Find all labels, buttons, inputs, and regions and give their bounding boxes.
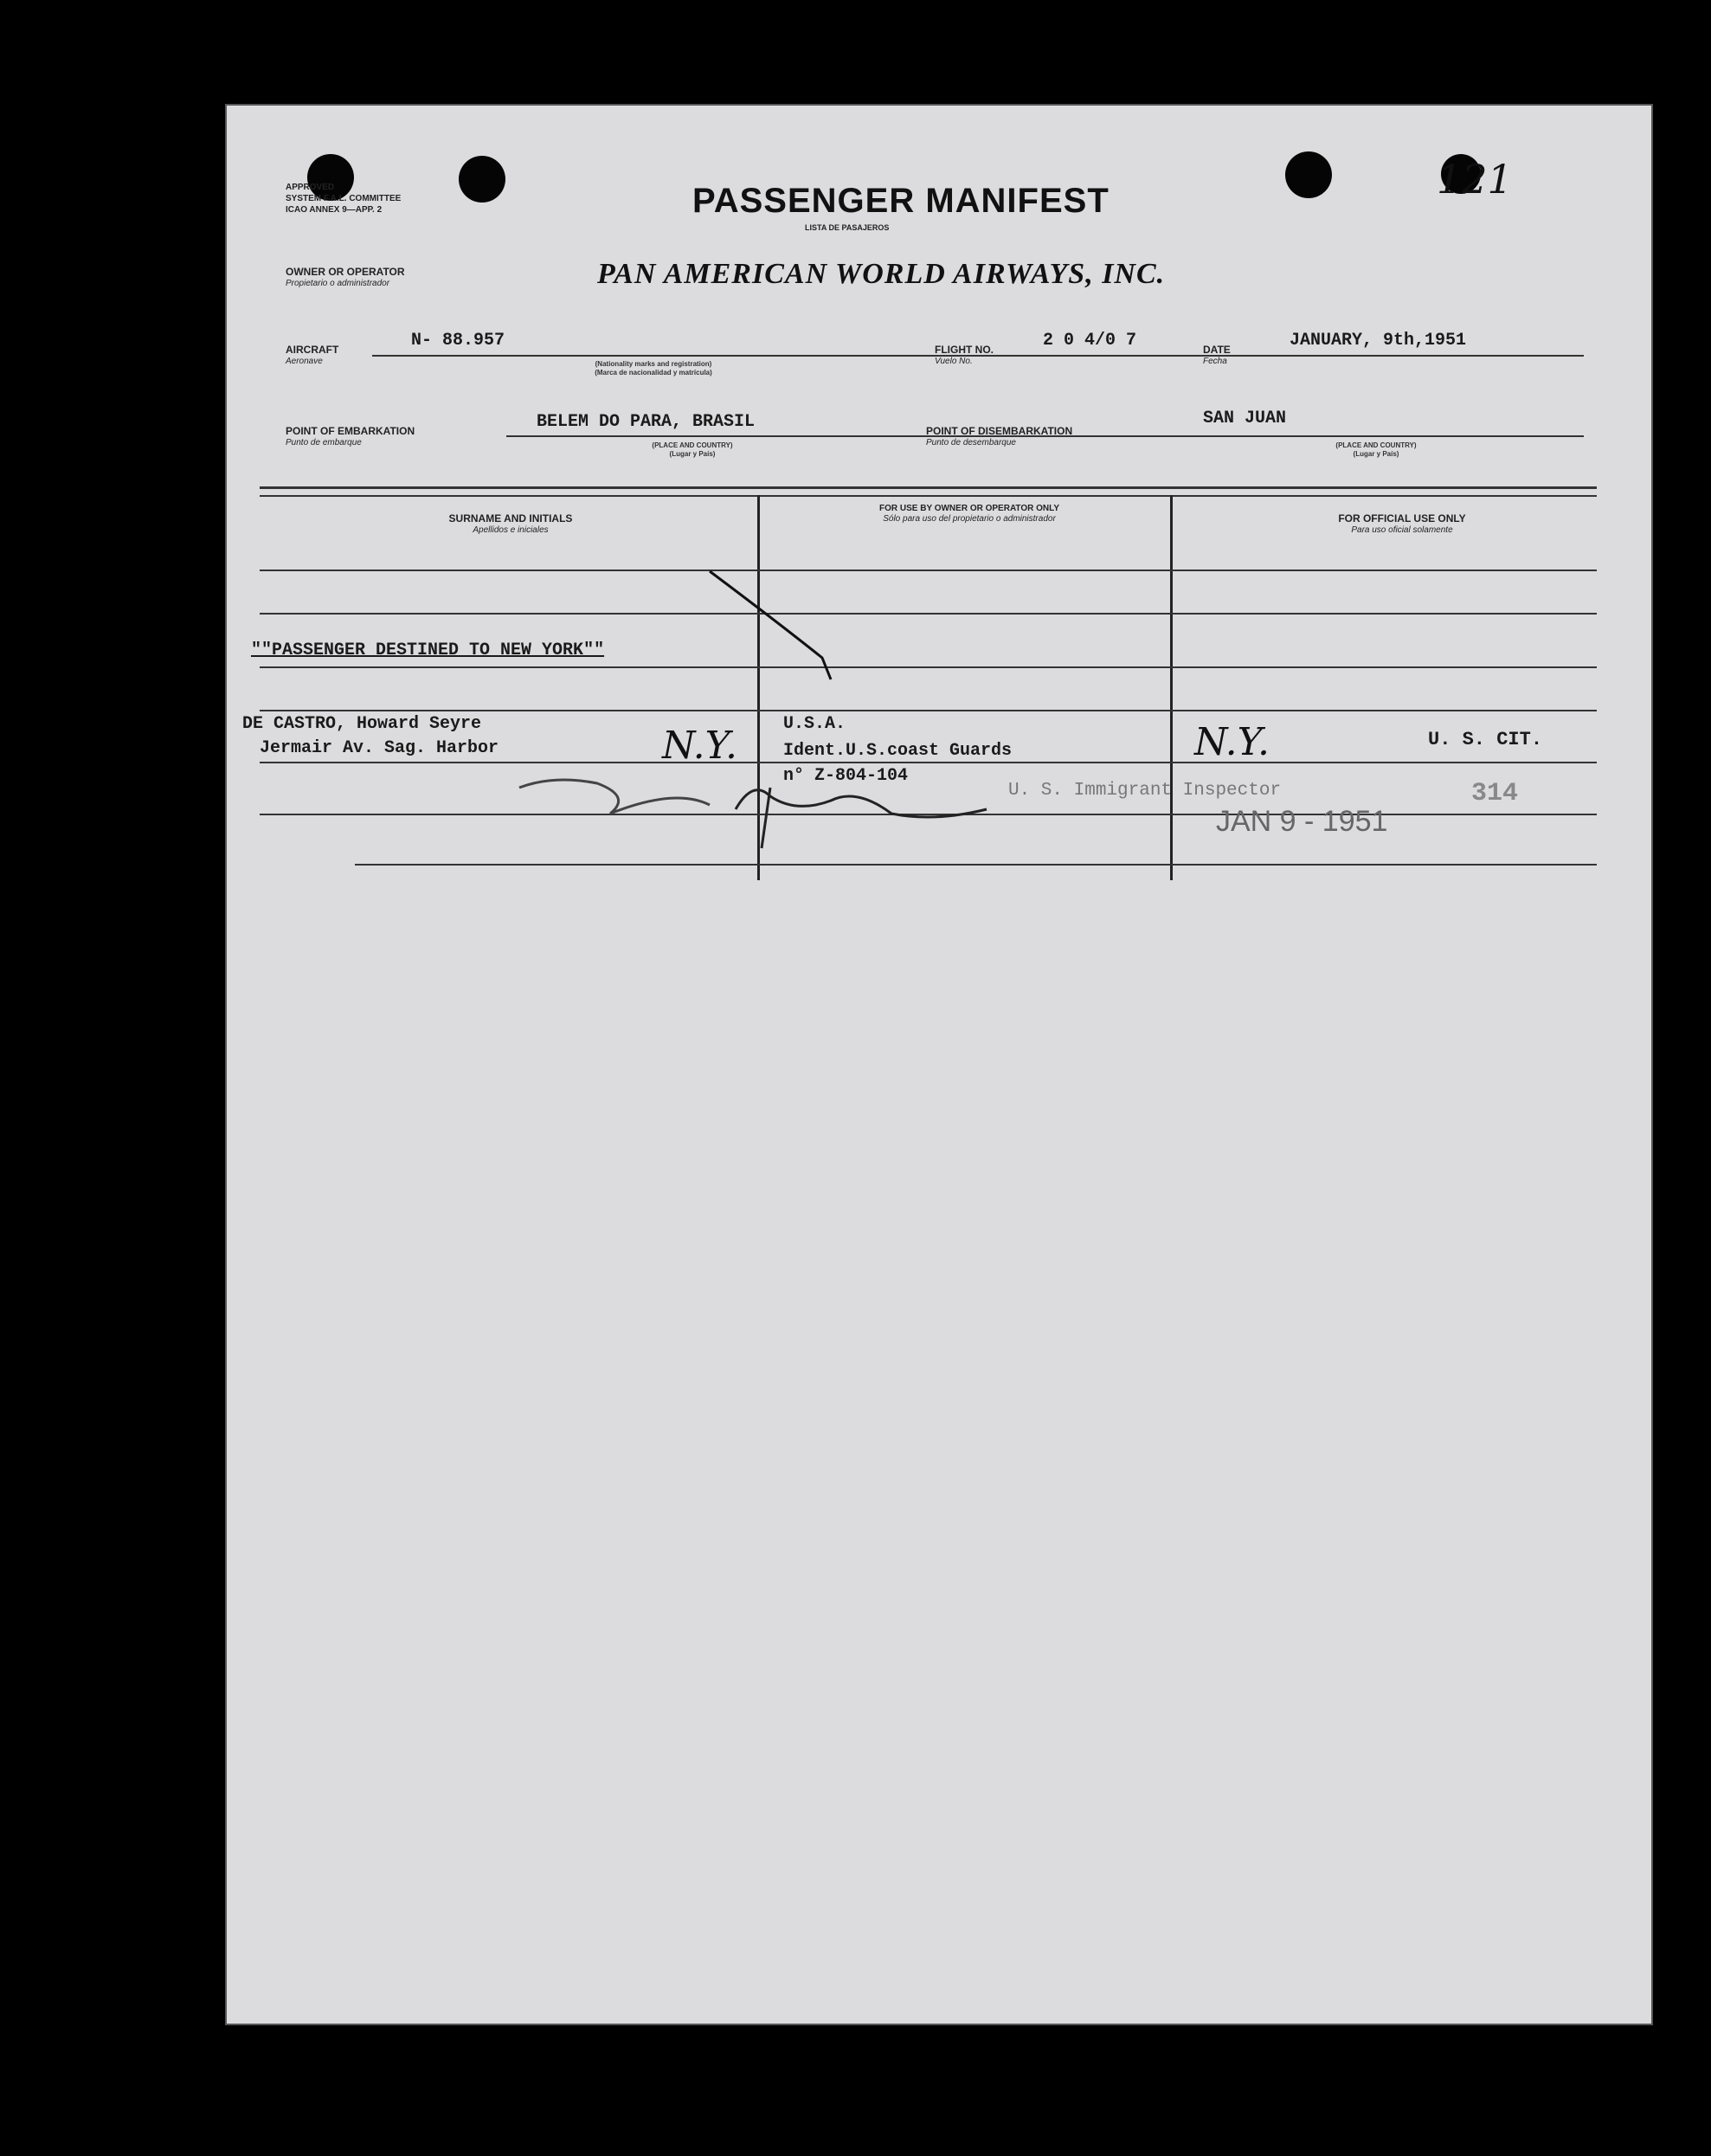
flight-value: 2 0 4/0 7	[1043, 331, 1137, 351]
flight-label: FLIGHT NO. Vuelo No.	[935, 344, 994, 366]
aircraft-label: AIRCRAFT Aeronave	[286, 344, 339, 366]
passenger-name: DE CASTRO, Howard Seyre	[242, 714, 482, 734]
page-title-spanish: LISTA DE PASAJEROS	[805, 223, 890, 232]
embarkation-value: BELEM DO PARA, BRASIL	[537, 412, 756, 432]
page-title: PASSENGER MANIFEST	[692, 182, 1110, 220]
date-label: DATE Fecha	[1203, 344, 1231, 366]
embarkation-label: POINT OF EMBARKATION Punto de embarque	[286, 425, 415, 447]
citizenship-status: U. S. CIT.	[1428, 729, 1543, 750]
passenger-address: Jermair Av. Sag. Harbor	[260, 738, 499, 758]
date-value: JANUARY, 9th,1951	[1290, 331, 1467, 351]
folio-number: 121	[1437, 156, 1513, 203]
column-header-surname: SURNAME AND INITIALS Apellidos e iniciales	[448, 512, 573, 535]
owner-label: OWNER OR OPERATOR Propietario o administrador	[286, 266, 405, 288]
aircraft-value: N- 88.957	[411, 331, 505, 351]
column-header-owner-use: FOR USE BY OWNER OR OPERATOR ONLY Sólo para uso del propietario o administrador	[879, 504, 1059, 524]
pen-stroke-arrow	[710, 571, 831, 679]
approved-block: APPROVED SYSTEM F.A.L. COMMITTEE ICAO ANNEX 9—APP. 2	[286, 183, 402, 215]
destination-note: ""PASSENGER DESTINED TO NEW YORK""	[251, 640, 605, 660]
disembarkation-label: POINT OF DISEMBARKATION Punto de desembarque	[926, 425, 1073, 447]
disembarkation-sublabel: (PLACE AND COUNTRY) (Lugar y País)	[1335, 441, 1417, 458]
column-header-official-use: FOR OFFICIAL USE ONLY Para uso oficial solamente	[1338, 512, 1466, 535]
manifest-page	[225, 104, 1653, 2025]
airline-name: PAN AMERICAN WORLD AIRWAYS, INC.	[597, 258, 1166, 290]
handwritten-state: N.Y.	[662, 724, 738, 768]
stamp-date: JAN 9 - 1951	[1216, 805, 1388, 838]
inspector-stamp: U. S. Immigrant Inspector	[1008, 781, 1282, 801]
signature-stroke	[762, 788, 770, 848]
disembarkation-value: SAN JUAN	[1203, 409, 1287, 428]
embarkation-sublabel: (PLACE AND COUNTRY) (Lugar y País)	[652, 441, 733, 458]
stamp-number: 314	[1471, 779, 1519, 808]
signature-stroke	[736, 790, 987, 817]
passenger-ident: Ident.U.S.coast Guards	[783, 741, 1013, 761]
handwritten-state-official: N.Y.	[1194, 720, 1270, 764]
signature-stroke	[519, 780, 710, 814]
handwriting-marks	[225, 104, 1653, 2025]
passenger-nationality: U.S.A.	[783, 714, 846, 734]
passenger-ident-number: n° Z-804-104	[783, 766, 909, 786]
aircraft-sublabel: (Nationality marks and registration) (Marca de nacionalidad y matrícula)	[595, 360, 712, 376]
